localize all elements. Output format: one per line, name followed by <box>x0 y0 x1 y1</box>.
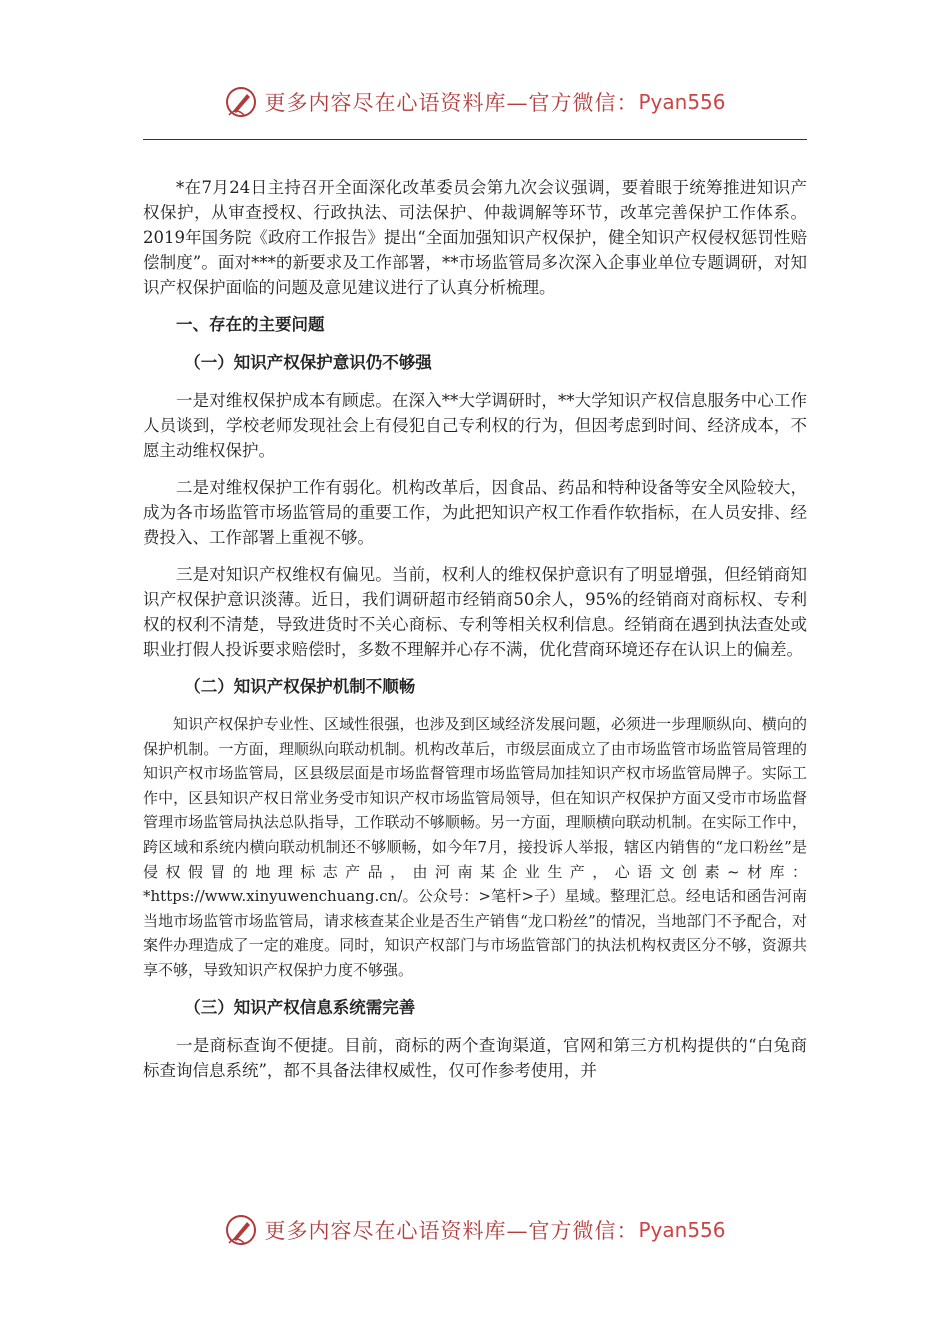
section-1-heading: 一、存在的主要问题 <box>176 315 325 334</box>
subsection-2-heading: （二）知识产权保护机制不顺畅 <box>184 677 416 696</box>
pen-in-circle-logo-icon <box>224 85 258 119</box>
subsection-1-paragraph-3: 三是对知识产权维权有偏见。当前，权利人的维权保护意识有了明显增强，但经销商知识产权保护意识淡薄。近日，我们调研超市经销商50余人，95%的经销商对商标权、专利权的权利不清楚，导致进货时不关心商标、专利等相关权利信息。经销商在遇到执法查处或职业打假人投诉要求赔偿时，多数不理解并心存不满，优化营商环境还存在认识上的偏差。 <box>143 565 807 659</box>
header-banner <box>0 80 950 124</box>
subsection-3-heading: （三）知识产权信息系统需完善 <box>184 997 416 1017</box>
footer-banner-text: 更多内容尽在心语资料库—官方微信： <box>264 1219 639 1243</box>
header-banner-text: 更多内容尽在心语资料库—官方微信： <box>264 91 639 115</box>
header-wechat-id: Pyan556 <box>638 90 726 114</box>
intro-paragraph: *在7月24日主持召开全面深化改革委员会第九次会议强调，要着眼于统筹推进知识产权保护，从审查授权、行政执法、司法保护、仲裁调解等环节，改革完善保护工作体系。2019年国务院《政府工作报告》提出“全面加强知识产权保护，健全知识产权侵权惩罚性赔偿制度”。面对***的新要求及工作部署，**市场监管局多次深入企事业单位专题调研，对知识产权保护面临的问题及意见建议进行了认真分析梳理。 <box>143 178 807 297</box>
subsection-1-paragraph-1: 一是对维权保护成本有顾虑。在深入**大学调研时，**大学知识产权信息服务中心工作人员谈到，学校老师发现社会上有侵犯自己专利权的行为，但因考虑到时间、经济成本，不愿主动维权保护。 <box>143 391 807 460</box>
subsection-1-heading: （一）知识产权保护意识仍不够强 <box>184 353 432 372</box>
footer-banner <box>0 1208 950 1252</box>
subsection-2-paragraph-1: 知识产权保护专业性、区域性很强，也涉及到区域经济发展问题，必须进一步理顺纵向、横向的保护机制。一方面，理顺纵向联动机制。机构改革后，市级层面成立了由市场监管市场监管局管理的知识产权市场监管局，区县级层面是市场监督管理市场监管局加挂知识产权市场监管局牌子。实际工作中，区县知识产权日常业务受市知识产权市场监管局领导，但在知识产权保护方面又受市市场监督管理市场监管局执法总队指导，工作联动不够顺畅。另一方面，理顺横向联动机制。在实际工作中，跨区域和系统内横向联动机制还不够顺畅，如今年7月，接投诉人举报，辖区内销售的“龙口粉丝”是侵权假冒的地理标志产品，由河南某企业生产，心语文创素~材库：*https://www.xinyuwenchuang.cn/。公众号：>笔杆>子）星域。整理汇总。经电话和函告河南当地市场监管市场监管局，请求核查某企业是否生产销售“龙口粉丝”的情况，当地部门不予配合，对案件办理造成了一定的难度。同时，知识产权部门与市场监管部门的执法机构权责区分不够，资源共享不够，导致知识产权保护力度不够强。 <box>143 715 807 979</box>
header-divider <box>143 139 807 140</box>
subsection-1-paragraph-2: 二是对维权保护工作有弱化。机构改革后，因食品、药品和特种设备等安全风险较大，成为各市场监管市场监管局的重要工作，为此把知识产权工作看作软指标，在人员安排、经费投入、工作部署上重视不够。 <box>143 478 807 547</box>
subsection-3-paragraph-1: 一是商标查询不便捷。目前，商标的两个查询渠道，官网和第三方机构提供的“白兔商标查询信息系统”，都不具备法律权威性，仅可作参考使用，并 <box>143 1035 807 1080</box>
footer-wechat-id: Pyan556 <box>638 1218 726 1242</box>
document-body <box>143 175 807 1095</box>
pen-in-circle-logo-icon <box>224 1213 258 1247</box>
